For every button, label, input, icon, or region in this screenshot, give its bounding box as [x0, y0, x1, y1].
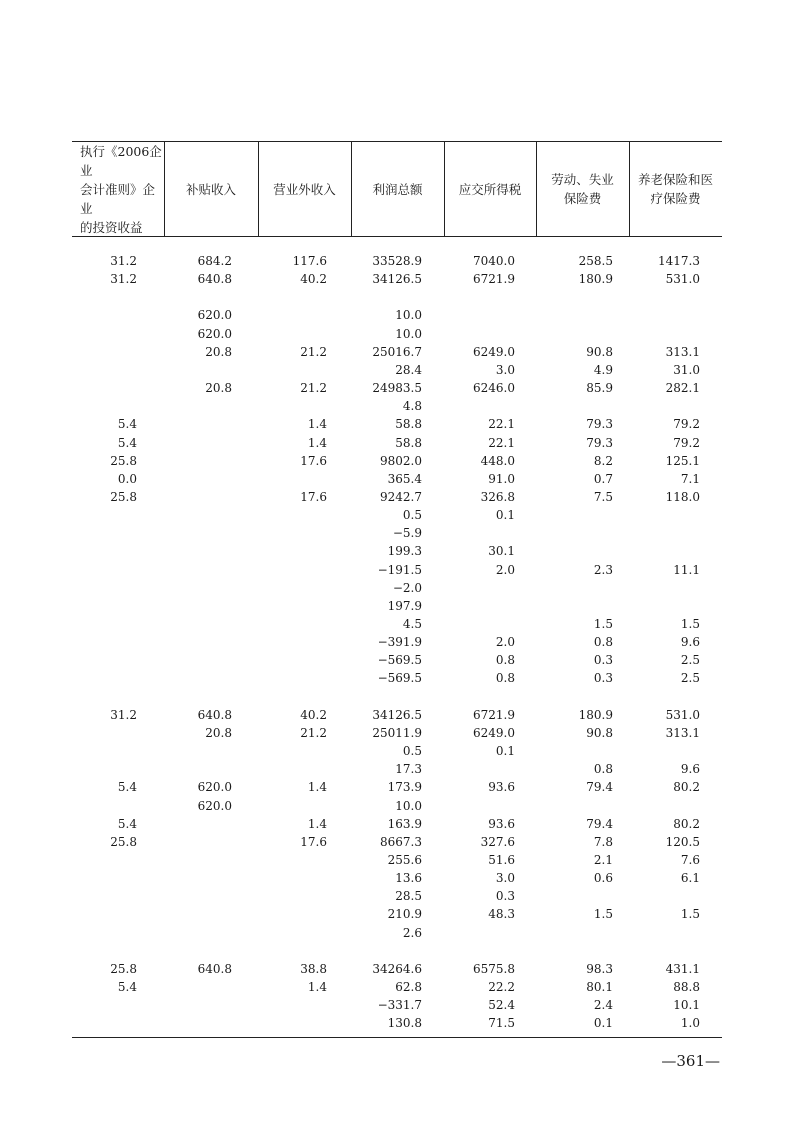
- table-cell: 4.5: [402, 617, 422, 631]
- table-cell: 25.8: [110, 453, 137, 468]
- table-row: [0, 415, 793, 433]
- table-cell: 1.5: [680, 617, 700, 631]
- table-cell: 34126.5: [372, 707, 422, 722]
- table-cell: 118.0: [665, 489, 700, 504]
- table-cell: 17.6: [300, 453, 327, 468]
- table-row: [0, 942, 793, 960]
- table-cell: 10.1: [673, 998, 700, 1013]
- table-cell: 2.0: [495, 562, 515, 577]
- table-cell: 684.2: [197, 254, 232, 268]
- table-cell: 6246.0: [473, 381, 515, 396]
- table-cell: 0.0: [117, 471, 137, 486]
- table-cell: 2.5: [680, 653, 700, 668]
- column-header: 劳动、失业 保险费: [551, 172, 614, 206]
- table-cell: 210.9: [387, 907, 422, 922]
- table-cell: 531.0: [665, 707, 700, 722]
- table-row: [0, 270, 793, 288]
- table-cell: 5.4: [117, 435, 137, 450]
- table-cell: 5.4: [117, 417, 137, 432]
- column-divider: [629, 142, 630, 236]
- table-cell: 180.9: [578, 272, 613, 287]
- table-cell: 88.8: [673, 980, 700, 994]
- table-cell: 24983.5: [372, 381, 422, 396]
- table-cell: 1.5: [593, 617, 613, 631]
- table-cell: 282.1: [665, 381, 700, 396]
- table-cell: 80.2: [673, 816, 700, 831]
- table-row: [0, 325, 793, 343]
- table-cell: 1.0: [680, 1016, 700, 1031]
- table-cell: 79.2: [673, 417, 700, 432]
- table-cell: 7.1: [680, 471, 700, 486]
- table-cell: 13.6: [395, 871, 422, 886]
- table-row: [0, 597, 793, 615]
- table-cell: 25016.7: [372, 344, 422, 359]
- table-cell: 6721.9: [473, 272, 515, 287]
- table-cell: 0.3: [593, 653, 613, 668]
- table-row: [0, 706, 793, 724]
- table-cell: 173.9: [387, 780, 422, 795]
- table-row: [0, 905, 793, 923]
- table-cell: 120.5: [665, 834, 700, 849]
- table-cell: 28.5: [395, 889, 422, 904]
- table-cell: 31.2: [110, 707, 137, 722]
- table-cell: 0.8: [593, 635, 613, 650]
- column-divider: [536, 142, 537, 236]
- table-cell: 4.8: [402, 399, 422, 414]
- table-cell: 9802.0: [380, 453, 422, 468]
- table-cell: 6575.8: [473, 961, 515, 976]
- table-cell: 620.0: [197, 780, 232, 795]
- table-row: [0, 252, 793, 270]
- table-cell: 8.2: [593, 453, 613, 468]
- table-row: [0, 924, 793, 942]
- table-row: [0, 434, 793, 452]
- table-cell: −569.5: [377, 671, 422, 686]
- table-cell: 620.0: [197, 308, 232, 323]
- table-cell: 117.6: [292, 254, 327, 268]
- table-cell: 313.1: [665, 344, 700, 359]
- table-cell: 25.8: [110, 834, 137, 849]
- table-cell: 3.0: [495, 362, 515, 377]
- table-cell: 431.1: [665, 961, 700, 976]
- table-cell: 90.8: [586, 725, 613, 740]
- column-header: 执行《2006企业 会计准则》企业 的投资收益: [80, 143, 162, 235]
- table-cell: 2.0: [495, 635, 515, 650]
- table-cell: 30.1: [488, 544, 515, 559]
- table-cell: 180.9: [578, 707, 613, 722]
- table-row: [0, 724, 793, 742]
- table-row: [0, 851, 793, 869]
- table-row: [0, 978, 793, 996]
- table-cell: 34126.5: [372, 272, 422, 287]
- table-row: [0, 579, 793, 597]
- table-cell: 51.6: [488, 852, 515, 867]
- table-cell: 22.1: [488, 417, 515, 432]
- table-cell: 640.8: [197, 961, 232, 976]
- table-row: [0, 960, 793, 978]
- table-cell: 7040.0: [473, 254, 515, 268]
- table-cell: 31.2: [110, 254, 137, 268]
- table-cell: 21.2: [300, 381, 327, 396]
- table-row: [0, 1014, 793, 1032]
- table-row: [0, 742, 793, 760]
- page-number: —361—: [661, 1052, 720, 1070]
- table-cell: 9242.7: [380, 489, 422, 504]
- table-cell: 7.6: [680, 852, 700, 867]
- table-row: [0, 760, 793, 778]
- table-cell: 130.8: [387, 1016, 422, 1031]
- table-cell: 21.2: [300, 344, 327, 359]
- table-row: [0, 833, 793, 851]
- table-cell: 80.2: [673, 780, 700, 795]
- table-cell: 10.0: [395, 326, 422, 341]
- table-cell: 1.4: [307, 435, 327, 450]
- table-cell: 6721.9: [473, 707, 515, 722]
- table-row: [0, 887, 793, 905]
- table-cell: 22.1: [488, 435, 515, 450]
- table-row: [0, 797, 793, 815]
- table-row: [0, 506, 793, 524]
- table-row: [0, 869, 793, 887]
- table-cell: 48.3: [488, 907, 515, 922]
- table-cell: −2.0: [392, 580, 422, 595]
- table-cell: 79.4: [586, 780, 613, 795]
- table-cell: 365.4: [387, 471, 422, 486]
- table-cell: 7.5: [593, 489, 613, 504]
- table-cell: 2.6: [402, 925, 422, 940]
- table-cell: 17.6: [300, 834, 327, 849]
- table-row: [0, 306, 793, 324]
- table-cell: 9.6: [680, 635, 700, 650]
- table-cell: 1.4: [307, 417, 327, 432]
- table-row: [0, 397, 793, 415]
- table-cell: 8667.3: [380, 834, 422, 849]
- table-row: [0, 996, 793, 1014]
- column-divider: [164, 142, 165, 236]
- table-row: [0, 524, 793, 542]
- table-cell: −5.9: [392, 526, 422, 541]
- table-cell: 0.8: [495, 653, 515, 668]
- table-row: [0, 470, 793, 488]
- table-cell: 0.5: [402, 508, 422, 523]
- table-cell: 1.5: [680, 907, 700, 922]
- table-cell: 9.6: [680, 762, 700, 777]
- column-header: 补贴收入: [185, 181, 236, 197]
- table-cell: 7.8: [593, 834, 613, 849]
- table-cell: 640.8: [197, 707, 232, 722]
- table-cell: 28.4: [395, 362, 422, 377]
- table-cell: 448.0: [480, 453, 515, 468]
- table-cell: 80.1: [586, 980, 613, 994]
- table-cell: 620.0: [197, 798, 232, 813]
- table-cell: 17.6: [300, 489, 327, 504]
- table-row: [0, 633, 793, 651]
- table-cell: −569.5: [377, 653, 422, 668]
- table-cell: 22.2: [488, 980, 515, 994]
- table-cell: 20.8: [205, 725, 232, 740]
- table-cell: 21.2: [300, 725, 327, 740]
- table-row: [0, 561, 793, 579]
- table-cell: 62.8: [395, 980, 422, 994]
- table-row: [0, 542, 793, 560]
- table-cell: 5.4: [117, 980, 137, 994]
- table-cell: 71.5: [488, 1016, 515, 1031]
- table-cell: 5.4: [117, 780, 137, 795]
- table-cell: 79.3: [586, 435, 613, 450]
- table-cell: 91.0: [488, 471, 515, 486]
- table-cell: 38.8: [300, 961, 327, 976]
- table-cell: 90.8: [586, 344, 613, 359]
- table-cell: 326.8: [480, 489, 515, 504]
- table-cell: 52.4: [488, 998, 515, 1013]
- table-cell: 0.3: [495, 889, 515, 904]
- table-cell: 0.8: [495, 671, 515, 686]
- table-cell: 85.9: [586, 381, 613, 396]
- table-cell: 2.5: [680, 671, 700, 686]
- table-cell: 0.1: [495, 744, 515, 759]
- column-divider: [351, 142, 352, 236]
- table-cell: 6.1: [680, 871, 700, 886]
- table-cell: 6249.0: [473, 725, 515, 740]
- table-cell: 79.4: [586, 816, 613, 831]
- table-cell: 0.1: [495, 508, 515, 523]
- table-row: [0, 488, 793, 506]
- table-cell: 17.3: [395, 762, 422, 777]
- table-cell: 58.8: [395, 435, 422, 450]
- table-cell: 40.2: [300, 707, 327, 722]
- table-cell: 4.9: [593, 362, 613, 377]
- table-cell: 20.8: [205, 381, 232, 396]
- table-cell: 79.3: [586, 417, 613, 432]
- table-row: [0, 452, 793, 470]
- table-cell: 1.4: [307, 780, 327, 795]
- table-cell: 255.6: [387, 852, 422, 867]
- table-cell: 25011.9: [372, 725, 422, 740]
- table-cell: 40.2: [300, 272, 327, 287]
- table-cell: 31.0: [673, 362, 700, 377]
- table-cell: 0.1: [593, 1016, 613, 1031]
- table-row: [0, 651, 793, 669]
- table-cell: 2.4: [593, 998, 613, 1013]
- table-cell: 31.2: [110, 272, 137, 287]
- table-cell: 258.5: [578, 254, 613, 268]
- table-row: [0, 778, 793, 796]
- table-cell: 197.9: [387, 598, 422, 613]
- table-row: [0, 815, 793, 833]
- column-header: 应交所得税: [458, 181, 522, 197]
- table-cell: 1417.3: [658, 254, 700, 268]
- table-cell: 93.6: [488, 816, 515, 831]
- table-cell: −391.9: [377, 635, 422, 650]
- table-cell: 2.1: [593, 852, 613, 867]
- table-cell: 0.5: [402, 744, 422, 759]
- table-cell: 6249.0: [473, 344, 515, 359]
- table-cell: 327.6: [480, 834, 515, 849]
- table-cell: 0.7: [593, 471, 613, 486]
- table-row: [0, 343, 793, 361]
- table-cell: 531.0: [665, 272, 700, 287]
- table-cell: −331.7: [377, 998, 422, 1013]
- column-divider: [444, 142, 445, 236]
- table-cell: 125.1: [665, 453, 700, 468]
- table-cell: 1.4: [307, 816, 327, 831]
- table-cell: 163.9: [387, 816, 422, 831]
- table-cell: 1.5: [593, 907, 613, 922]
- table-row: [0, 361, 793, 379]
- table-row: [0, 669, 793, 687]
- table-cell: 199.3: [387, 544, 422, 559]
- table-bottom-rule: [72, 1037, 722, 1038]
- table-row: [0, 688, 793, 706]
- table-cell: 640.8: [197, 272, 232, 287]
- table-header-rule: [72, 236, 722, 237]
- column-header: 养老保险和医 疗保险费: [637, 172, 713, 206]
- table-row: [0, 288, 793, 306]
- table-row: [0, 615, 793, 633]
- column-header: 营业外收入: [273, 181, 336, 197]
- table-cell: 3.0: [495, 871, 515, 886]
- table-cell: −191.5: [377, 562, 422, 577]
- table-cell: 79.2: [673, 435, 700, 450]
- table-cell: 10.0: [395, 308, 422, 323]
- table-cell: 0.8: [593, 762, 613, 777]
- table-cell: 58.8: [395, 417, 422, 432]
- table-cell: 33528.9: [372, 254, 422, 268]
- table-cell: 93.6: [488, 780, 515, 795]
- table-cell: 5.4: [117, 816, 137, 831]
- table-cell: 2.3: [593, 562, 613, 577]
- table-cell: 11.1: [673, 562, 700, 577]
- table-cell: 620.0: [197, 326, 232, 341]
- table-cell: 25.8: [110, 489, 137, 504]
- table-cell: 0.6: [593, 871, 613, 886]
- table-cell: 34264.6: [372, 961, 422, 976]
- table-cell: 10.0: [395, 798, 422, 813]
- table-cell: 20.8: [205, 344, 232, 359]
- table-cell: 98.3: [586, 961, 613, 976]
- column-divider: [258, 142, 259, 236]
- table-cell: 0.3: [593, 671, 613, 686]
- column-header: 利润总额: [372, 181, 423, 197]
- table-cell: 1.4: [307, 980, 327, 994]
- table-cell: 313.1: [665, 725, 700, 740]
- table-row: [0, 379, 793, 397]
- table-cell: 25.8: [110, 961, 137, 976]
